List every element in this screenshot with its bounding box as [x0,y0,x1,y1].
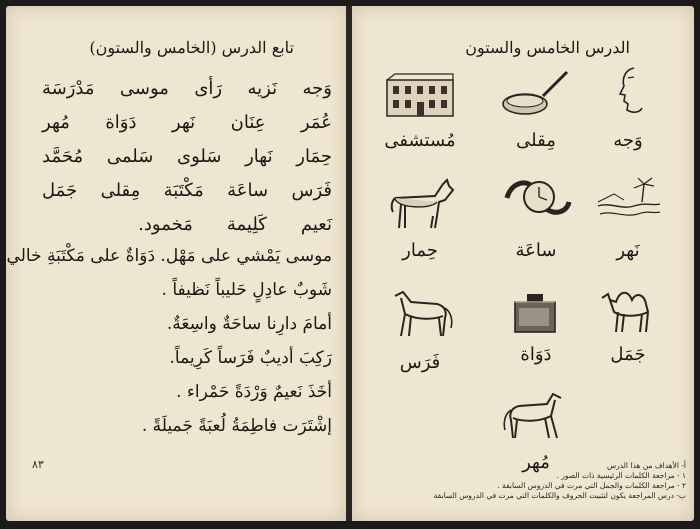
frying-pan-icon [492,64,582,122]
right-page-title: الدرس الخامس والستون [465,38,630,57]
word-row [42,78,332,99]
left-page-title: تابع الدرس (الخامس والستون) [89,38,294,57]
watch-icon [492,172,582,224]
foal-icon [492,390,582,444]
horse-icon [376,288,466,342]
sentence: أمامَ دارِنا ساحَةٌ واسِعَةٌ. [166,314,332,334]
note-line: ٢ - مراجعة الكلمات والجمل التي مرت في الدروس السابقة . [497,481,686,490]
picture-label: ساعَة [515,240,557,261]
word: دَوَاة [105,112,137,133]
picture-label: مُهر [522,452,550,473]
picture-label: دَوَاة [520,344,552,365]
inkwell-icon [492,288,582,338]
word: حِمَار [296,146,332,167]
word: وَجه [302,78,332,99]
river-icon [584,172,674,224]
picture-label: نَهر [616,240,640,261]
left-page [1,6,346,521]
word-row [42,214,332,235]
picture-label: مِقلى [516,130,556,151]
word: موسى [119,78,169,99]
word: نَعيم [300,214,332,235]
sentence: موسى يَمْشي على مَهْل. دَوَاةٌ على مَكْتَبَةِ خالي. [1,246,332,266]
right-page [352,6,694,521]
note-line: أ- الأهداف من هذا الدرس [606,461,686,470]
word: فَرَس [291,180,332,201]
page-number: ٨٣ [32,458,44,471]
sentence: إشْتَرَت فاطِمَةُ لُعبَةً جَميلَةً . [141,416,332,436]
word-row [42,112,332,133]
word: عُمَر [300,112,332,133]
word: مَخمود. [138,214,193,235]
word: مُحَمَّد [42,146,84,167]
camel-icon [584,282,674,338]
lesson-notes [433,461,686,501]
picture-label: مُستشفى [384,130,456,151]
face-icon [584,64,674,122]
sentence: رَكِبَ أديبٌ فَرَساً كَرِيماً. [169,348,332,368]
word: نَزيه [247,78,278,99]
word: مِقلى [100,180,141,201]
picture-label: وَجه [613,130,643,151]
word-row [42,146,332,167]
word: سَلمى [106,146,154,167]
picture-label: حِمار [402,240,438,261]
word: عِنَان [230,112,266,133]
word: مُهر [42,112,70,133]
word: نَهار [245,146,273,167]
sentence: شَوبٌ عادِلٍ حَليباً نَظيفاً . [161,280,332,300]
word: مَدْرَسَة [42,78,95,99]
word-row [42,180,332,201]
word: جَمَل [42,180,78,201]
picture-label: فَرَس [399,352,441,373]
note-line: ١ - مراجعة الكلمات الرئيسية ذات الصور . [556,471,686,480]
word: ساعَة [227,180,269,201]
donkey-icon [376,176,466,232]
note-line: ب- درس المراجعة يكون لتثبيت الحروف والكلمات التي مرت في الدروس السابقة [433,491,686,500]
word: رَأى [194,78,223,99]
hospital-icon [376,70,466,122]
sentence: أخَذَ نَعيمٌ وَرْدَةً حَمْراء . [176,382,332,402]
word: مَكْتَبَة [163,180,204,201]
picture-label: جَمَل [610,344,646,365]
word: كَلِيمة [226,214,267,235]
word: سَلوى [176,146,222,167]
word: نَهر [171,112,196,133]
